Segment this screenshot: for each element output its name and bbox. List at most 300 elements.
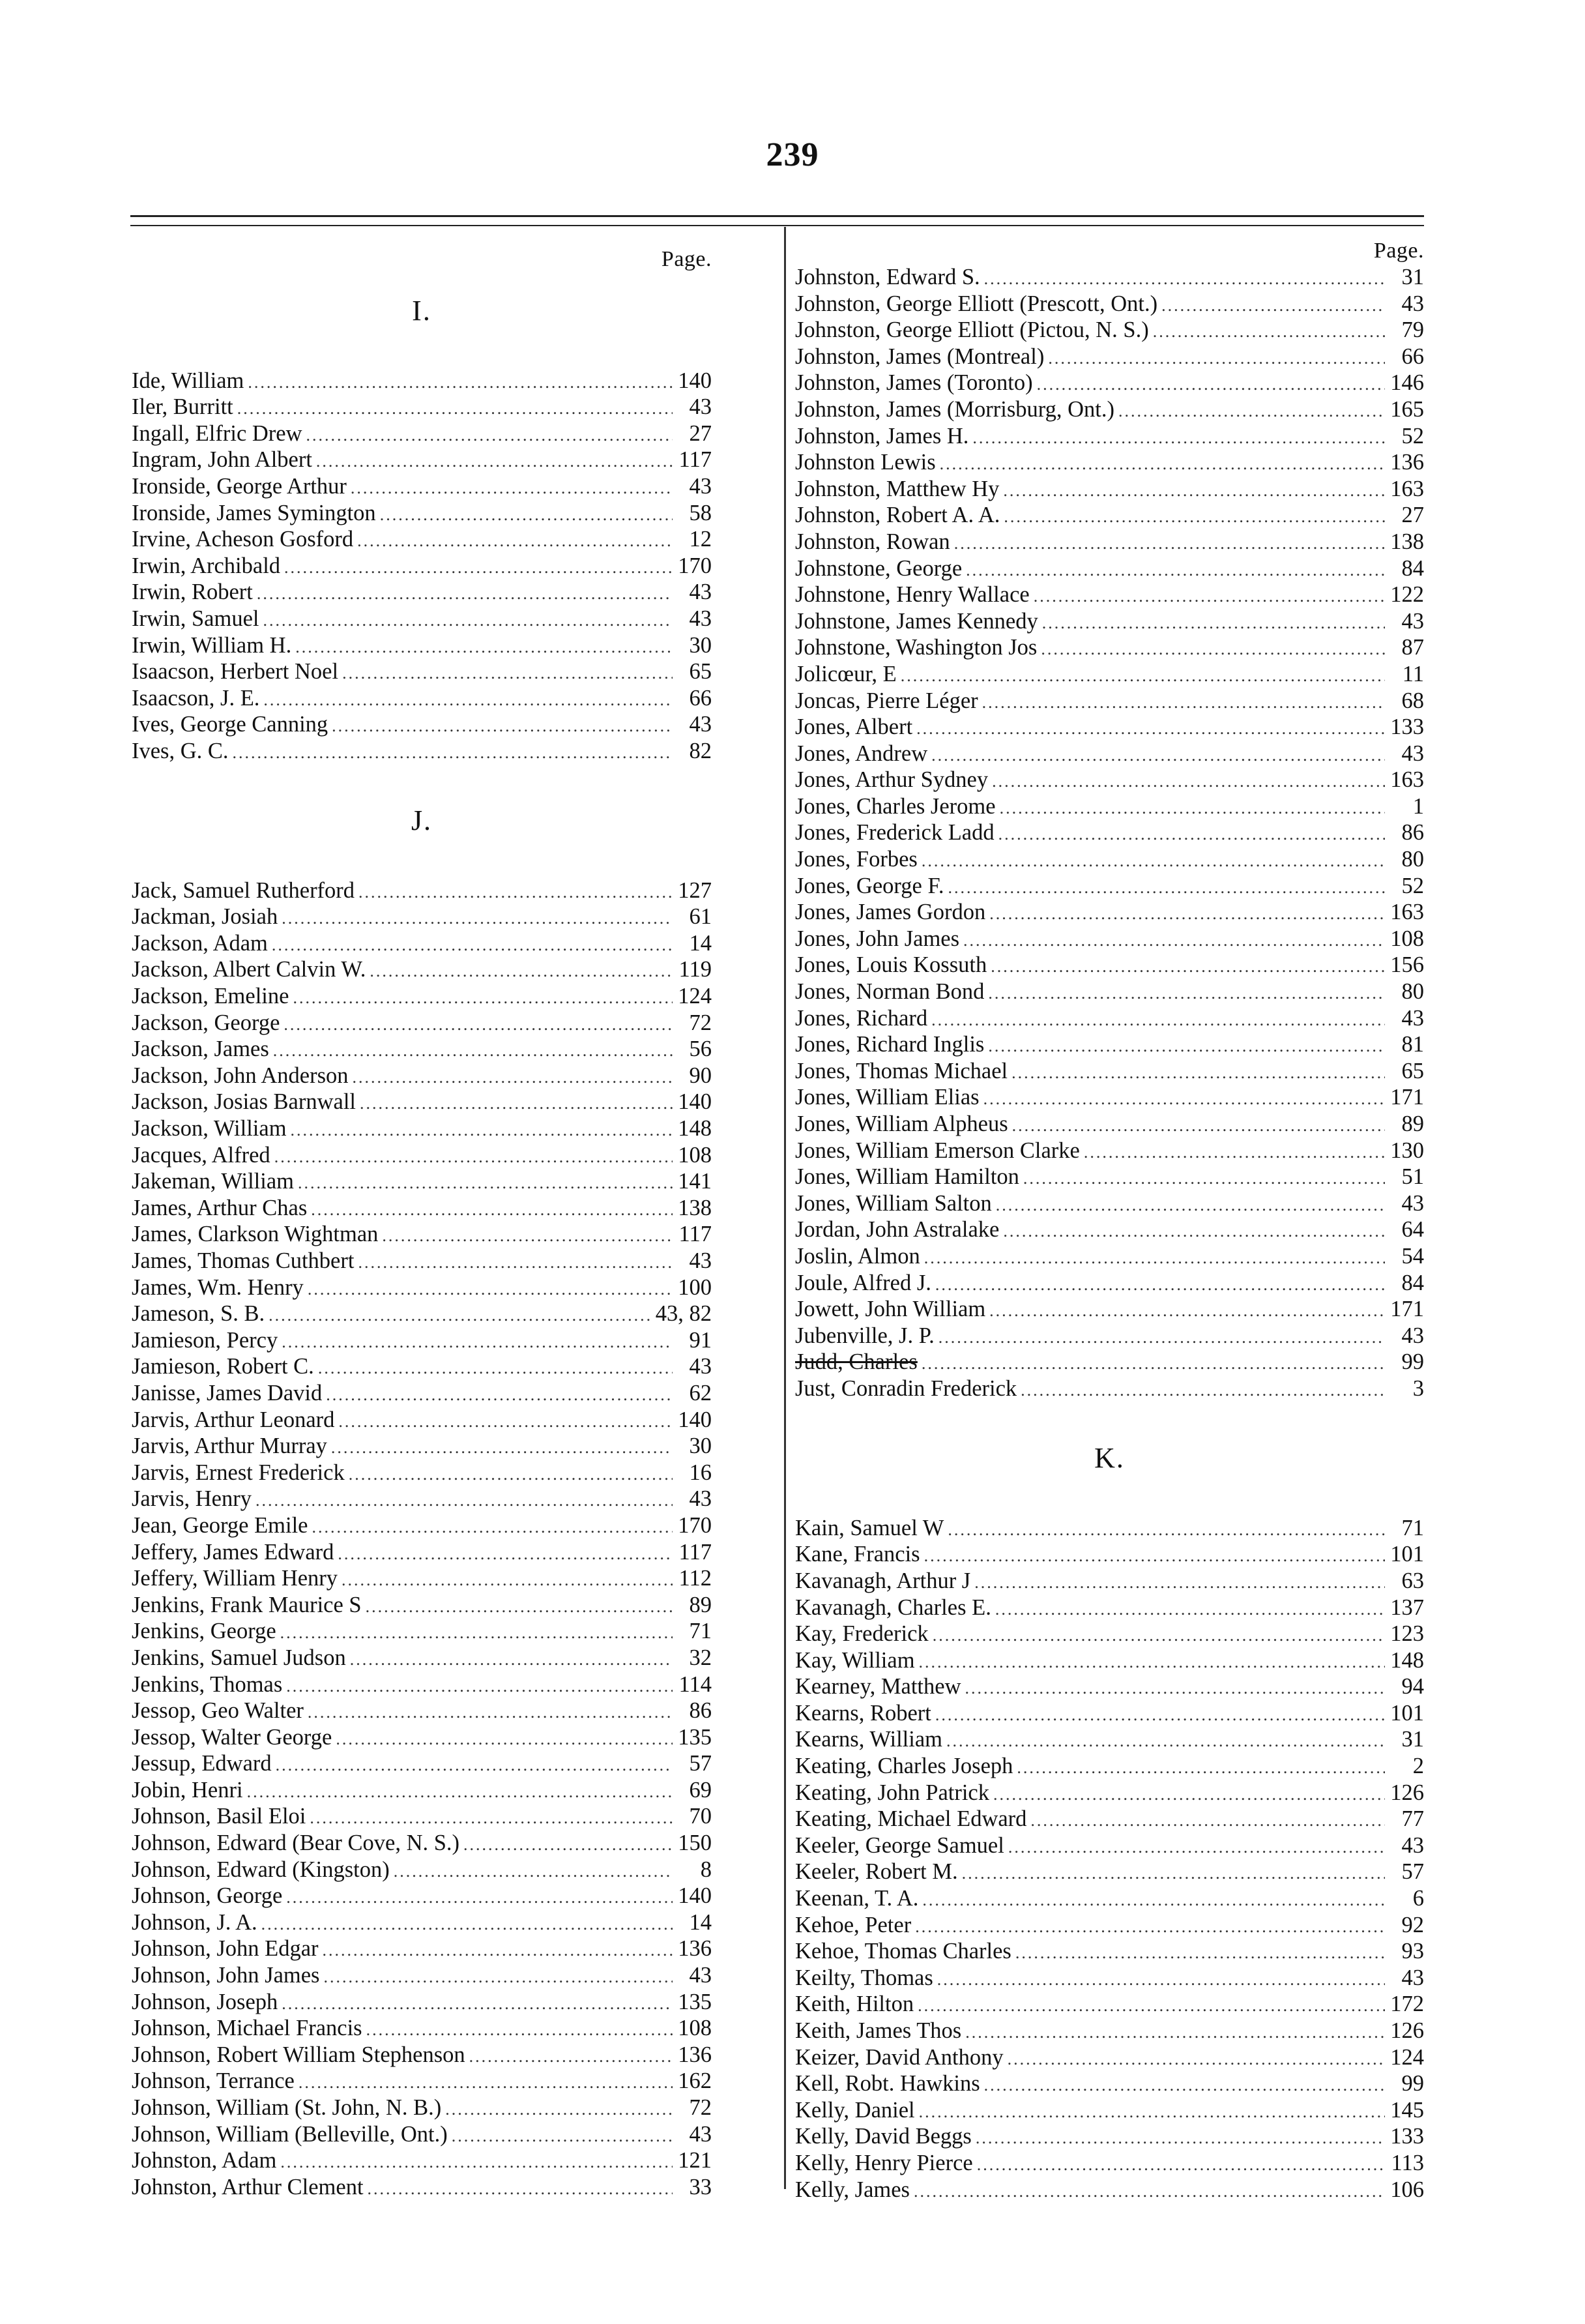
index-entry [132,1592,712,1619]
dot-leader [988,980,1385,1007]
index-entry [795,476,1424,503]
entry-name: Keizer, David Anthony [795,2044,1004,2070]
index-entry [132,2174,712,2201]
index-entry [795,1965,1424,1992]
entry-page-number: 31 [1401,1727,1424,1752]
entry-page-number: 71 [689,1619,712,1644]
entry-page-number: 138 [1390,529,1424,554]
entry-name: Ives, George Canning [132,712,328,737]
entry-page-number: 86 [689,1698,712,1724]
dot-leader [924,1543,1385,1570]
dot-leader [286,1885,673,1911]
entry-name: Johnson, Basil Eloi [132,1804,306,1829]
index-entry [132,1989,712,2016]
index-entry [795,1515,1424,1542]
entry-page-number: 163 [1390,900,1424,925]
entry-name: Jones, Charles Jerome [795,793,996,819]
entry-page-number: 165 [1390,396,1424,422]
dot-leader [349,1462,673,1488]
entry-name: James, Arthur Chas [132,1195,308,1220]
dot-leader [338,1541,673,1568]
dot-leader [342,1567,673,1594]
dot-leader [358,1250,673,1276]
dot-leader [332,713,673,740]
entry-page-number: 57 [1401,1859,1424,1885]
entry-page-number: 91 [689,1327,712,1353]
index-entry [132,1248,712,1274]
entry-name: Johnson, Robert William Stephenson [132,2042,465,2067]
entry-name: Johnston, Edward S. [795,265,980,289]
entry-page-number: 138 [678,1195,712,1220]
dot-leader [248,370,673,396]
entry-name: Jackson, Emeline [132,984,289,1009]
entry-name: Jones, Albert [795,714,913,740]
dot-leader [282,1329,673,1356]
index-entry [795,1005,1424,1032]
entry-name: Johnston, Matthew Hy [795,476,1000,501]
entry-page-number: 11 [1402,661,1424,686]
entry-name: Kearney, Matthew [795,1674,961,1699]
entry-name: Keating, Michael Edward [795,1806,1027,1832]
entry-page-number: 90 [689,1063,712,1088]
entry-name: Ironside, George Arthur [132,473,347,499]
entry-name: Kelly, James [795,2177,910,2202]
dot-leader [935,1702,1385,1729]
entry-name: Jenkins, Frank Maurice S [132,1592,362,1617]
page-number: 239 [766,136,819,173]
entry-page-number: 81 [1401,1032,1424,1057]
entry-page-number: 135 [678,1724,712,1750]
dot-leader [984,2072,1385,2099]
index-entry [132,930,712,957]
entry-name: Johnstone, George [795,555,963,581]
entry-name: James, Clarkson Wightman [132,1222,379,1247]
index-entry [132,1142,712,1169]
dot-leader [269,1302,652,1329]
index-entry [132,1168,712,1195]
dot-leader [1003,478,1385,505]
entry-name: Keating, Charles Joseph [795,1754,1013,1779]
entry-name: Kehoe, Peter [795,1912,912,1937]
entry-page-number: 146 [1390,370,1424,396]
entry-page-number: 56 [689,1037,712,1062]
column-divider [784,227,786,2189]
entry-page-number: 133 [1390,2124,1424,2149]
entry-name: James, Wm. Henry [132,1274,304,1300]
dot-leader [1030,1808,1385,1834]
entry-name: Jenkins, George [132,1619,276,1644]
entry-page-number: 100 [678,1274,712,1300]
index-entry [795,634,1424,661]
entry-page-number: 136 [1390,450,1424,475]
entry-name: Johnston, James (Morrisburg, Ont.) [795,396,1115,422]
entry-page-number: 140 [678,1883,712,1909]
entry-page-number: 43 [689,1354,712,1379]
dot-leader [257,581,673,608]
entry-page-number: 170 [678,1512,712,1538]
entry-name: Ives, G. C. [132,738,229,763]
index-entry [132,877,712,904]
entry-page-number: 58 [689,500,712,525]
index-entry [795,1885,1424,1912]
entry-page-number: 51 [1401,1164,1424,1190]
entry-page-number: 43 [1401,1832,1424,1858]
index-entry [132,1671,712,1698]
index-entry [795,2177,1424,2203]
dot-leader [935,1272,1385,1299]
index-entry [132,553,712,580]
entry-name: Jackson, Adam [132,930,268,956]
entry-page-number: 43 [1401,1190,1424,1216]
entry-name: Jackson, Albert Calvin W. [132,957,366,982]
entry-page-number: 70 [689,1804,712,1829]
index-entry [795,1164,1424,1190]
index-entry [132,956,712,983]
entry-page-number: 126 [1390,2018,1424,2043]
index-entry [795,2018,1424,2044]
entry-name: Jackson, James [132,1037,269,1062]
index-entry [795,1673,1424,1700]
entry-name: Jones, George F. [795,873,944,898]
entry-page-number: 140 [678,1089,712,1115]
entry-name: Irwin, Robert [132,580,253,605]
index-entry [795,793,1424,820]
entry-name: Jones, Andrew [795,741,928,766]
entry-name: Jessop, Walter George [132,1724,332,1750]
entry-name: Isaacson, J. E. [132,685,260,711]
index-entry [795,1058,1424,1085]
entry-page-number: 43 [689,2121,712,2147]
dot-leader [977,2152,1385,2179]
entry-page-number: 172 [1390,1992,1424,2017]
entry-name: Kain, Samuel W [795,1515,944,1540]
index-entry [132,1883,712,1909]
entry-page-number: 66 [689,685,712,711]
dot-leader [988,1033,1385,1060]
entry-name: Kearns, William [795,1727,943,1752]
dot-leader [989,901,1385,928]
entry-page-number: 126 [1390,1780,1424,1805]
dot-leader [286,1673,673,1700]
entry-name: Jessup, Edward [132,1751,272,1776]
entry-page-number: 64 [1401,1217,1424,1243]
entry-page-number: 68 [1401,688,1424,713]
entry-name: Kane, Francis [795,1542,920,1567]
index-entry [795,1595,1424,1621]
entry-name: Jones, John James [795,926,960,951]
entry-name: Johnson, William (Belleville, Ont.) [132,2121,448,2147]
index-entry [132,2068,712,2095]
entry-page-number: 170 [678,553,712,578]
entry-name: Jones, Norman Bond [795,979,985,1005]
entry-page-number: 93 [1401,1939,1424,1964]
index-entry [132,606,712,632]
page-column-header: Page. [1373,239,1424,263]
entry-page-number: 61 [689,904,712,930]
index-entry [132,1089,712,1115]
index-entry [795,529,1424,555]
entry-page-number: 127 [678,877,712,903]
dot-leader [1034,583,1385,610]
entry-page-number: 43 [689,580,712,605]
dot-leader [916,716,1385,743]
dot-leader [350,1647,673,1673]
dot-leader [924,1245,1385,1272]
entry-name: Kavanagh, Arthur J [795,1568,971,1593]
index-entry [132,1063,712,1089]
dot-leader [263,687,673,714]
entry-page-number: 80 [1401,847,1424,872]
entry-name: Irwin, Archibald [132,553,281,578]
entry-page-number: 124 [1390,2044,1424,2070]
index-entry [132,1935,712,1962]
dot-leader [1003,1218,1385,1245]
dot-leader [946,1728,1385,1755]
dot-leader [323,1937,673,1964]
entry-page-number: 66 [1401,344,1424,369]
entry-name: Jones, William Emerson Clarke [795,1138,1080,1163]
index-entry [132,685,712,712]
index-entry [795,2070,1424,2097]
entry-name: Johnson, George [132,1883,283,1909]
entry-name: Jones, Arthur Sydney [795,767,989,793]
entry-page-number: 43 [1401,1323,1424,1348]
entry-name: Kearns, Robert [795,1700,931,1726]
entry-name: Ide, William [132,368,244,393]
entry-page-number: 43 [1401,608,1424,634]
entry-page-number: 43 [689,712,712,737]
index-entry [795,1138,1424,1164]
dot-leader [940,451,1385,478]
index-entry [132,1010,712,1037]
index-entry [132,1301,712,1327]
index-entry [132,447,712,473]
entry-page-number: 79 [1401,317,1424,343]
dot-leader [370,958,673,985]
dot-leader [312,1514,673,1541]
dot-leader [922,1351,1385,1377]
dot-leader [274,1144,673,1171]
entry-name: Jackson, George [132,1010,280,1035]
entry-page-number: 136 [678,2042,712,2067]
entry-page-number: 43 [1401,741,1424,766]
dot-leader [992,769,1385,795]
index-entry [132,1698,712,1724]
index-entry [132,2147,712,2174]
index-entry [795,1832,1424,1859]
entry-name: Jubenville, J. P. [795,1323,935,1348]
entry-page-number: 27 [1401,503,1424,528]
dot-leader [966,557,1385,584]
entry-name: Kehoe, Thomas Charles [795,1939,1011,1964]
dot-leader [284,1012,673,1038]
dot-leader [931,743,1385,769]
index-entry [795,608,1424,635]
entry-name: Jackman, Josiah [132,904,278,930]
entry-page-number: 84 [1401,1270,1424,1295]
entry-page-number: 86 [1401,820,1424,846]
entry-name: Jamieson, Percy [132,1327,278,1353]
entry-page-number: 137 [1390,1595,1424,1620]
entry-page-number: 117 [678,1222,712,1247]
entry-page-number: 141 [678,1169,712,1194]
dot-leader [948,1517,1385,1544]
entry-page-number: 16 [689,1460,712,1485]
entry-page-number: 117 [678,447,712,473]
entry-name: Jameson, S. B. [132,1301,265,1327]
entry-list-k [795,1515,1424,2203]
entry-page-number: 171 [1390,1085,1424,1110]
dot-leader [954,531,1385,557]
entry-name: Jean, George Emile [132,1512,308,1538]
entry-name: Jones, Thomas Michael [795,1058,1008,1083]
entry-page-number: 148 [678,1116,712,1141]
entry-page-number: 101 [1390,1700,1424,1726]
index-entry [132,1036,712,1063]
entry-page-number: 99 [1401,2071,1424,2096]
dot-leader [298,1170,673,1197]
entry-name: Keenan, T. A. [795,1886,919,1911]
index-entry [132,1460,712,1486]
entry-page-number: 65 [689,659,712,684]
index-entry [795,767,1424,793]
entry-page-number: 89 [1401,1111,1424,1136]
index-entry [795,1084,1424,1111]
entry-page-number: 150 [678,1831,712,1856]
dot-leader [293,985,673,1012]
entry-page-number: 12 [689,527,712,552]
entry-name: Jarvis, Henry [132,1486,252,1512]
entry-page-number: 119 [678,957,712,982]
index-entry [132,1115,712,1142]
index-entry [132,983,712,1010]
entry-page-number: 1 [1412,793,1424,819]
index-entry [795,899,1424,926]
dot-leader [1037,372,1385,398]
entry-page-number: 43 [689,394,712,420]
entry-name: Johnston, George Elliott (Pictou, N. S.) [795,317,1149,343]
entry-page-number: 135 [678,1989,712,2014]
entry-name: Johnston Lewis [795,450,936,475]
index-entry [795,1296,1424,1323]
index-entry [795,1859,1424,1885]
dot-leader [233,740,673,767]
dot-leader [965,2020,1385,2046]
entry-page-number: 140 [678,368,712,393]
entry-name: Kelly, Henry Pierce [795,2150,973,2175]
index-entry [132,711,712,738]
dot-leader [983,1086,1385,1113]
index-entry [132,394,712,420]
dot-leader [247,1779,673,1806]
index-entry [795,2150,1424,2177]
dot-leader [358,879,673,906]
entry-name: Jordan, John Astralake [795,1217,1000,1243]
index-entry [132,2121,712,2148]
entry-name: Joslin, Almon [795,1243,920,1269]
entry-name: Jones, James Gordon [795,900,986,925]
entry-page-number: 14 [689,1909,712,1935]
index-entry [795,1780,1424,1806]
entry-name: Jolicœur, E [795,661,897,686]
index-entry [132,1962,712,1989]
dot-leader [931,1007,1385,1034]
dot-leader [318,1355,673,1382]
entry-name: Jones, William Alpheus [795,1111,1008,1136]
entry-page-number: 62 [689,1380,712,1405]
dot-leader [976,2125,1385,2152]
dot-leader [336,1726,673,1753]
entry-page-number: 52 [1401,873,1424,898]
dot-leader [991,954,1385,980]
index-entry [132,1857,712,1883]
dot-leader [308,1276,673,1303]
dot-leader [1153,319,1385,346]
entry-name: Janisse, James David [132,1380,323,1405]
dot-leader [310,1805,673,1832]
dot-leader [282,1991,673,2018]
index-entry [795,1031,1424,1058]
entry-page-number: 106 [1390,2177,1424,2202]
index-entry [795,396,1424,423]
entry-page-number: 108 [678,1142,712,1168]
dot-leader [1004,504,1385,531]
entry-page-number: 65 [1401,1058,1424,1083]
entry-page-number: 14 [689,930,712,956]
entry-name: Jones, William Hamilton [795,1164,1019,1190]
index-entry [132,368,712,394]
dot-leader [366,1594,673,1621]
header-rule-thin [130,225,1424,226]
entry-name: Just, Conradin Frederick [795,1375,1017,1401]
entry-page-number: 43 [1401,1005,1424,1031]
dot-leader [1042,610,1385,637]
dot-leader [357,528,673,555]
entry-page-number: 6 [1412,1886,1424,1911]
entry-name: Irwin, Samuel [132,606,259,631]
dot-leader [1118,398,1385,425]
index-entry [795,741,1424,767]
entry-page-number: 69 [689,1777,712,1802]
entry-name: Jeffery, William Henry [132,1566,338,1591]
dot-leader [1012,1113,1385,1140]
index-entry [795,317,1424,344]
entry-name: Kay, Frederick [795,1621,929,1647]
dot-leader [263,608,673,634]
index-entry [795,1270,1424,1297]
page-column-header: Page. [661,247,712,271]
dot-leader [382,1223,673,1250]
dot-leader [962,1861,1385,1887]
entry-name: James, Thomas Cuthbert [132,1248,355,1273]
index-entry [795,291,1424,317]
index-entry [132,1803,712,1830]
entry-page-number: 117 [678,1539,712,1565]
index-entry [795,1700,1424,1727]
dot-leader [996,1192,1385,1219]
index-entry [132,1486,712,1512]
index-entry [132,1380,712,1407]
entry-page-number: 2 [1412,1754,1424,1779]
index-entry [795,1938,1424,1965]
entry-name: Johnson, John James [132,1963,320,1988]
entry-page-number: 63 [1401,1568,1424,1593]
entry-name: Jessop, Geo Walter [132,1698,304,1724]
dot-leader [922,1887,1385,1914]
index-entry [132,1909,712,1936]
dot-leader [276,1752,673,1779]
entry-name: Johnstone, Washington Jos [795,635,1038,660]
